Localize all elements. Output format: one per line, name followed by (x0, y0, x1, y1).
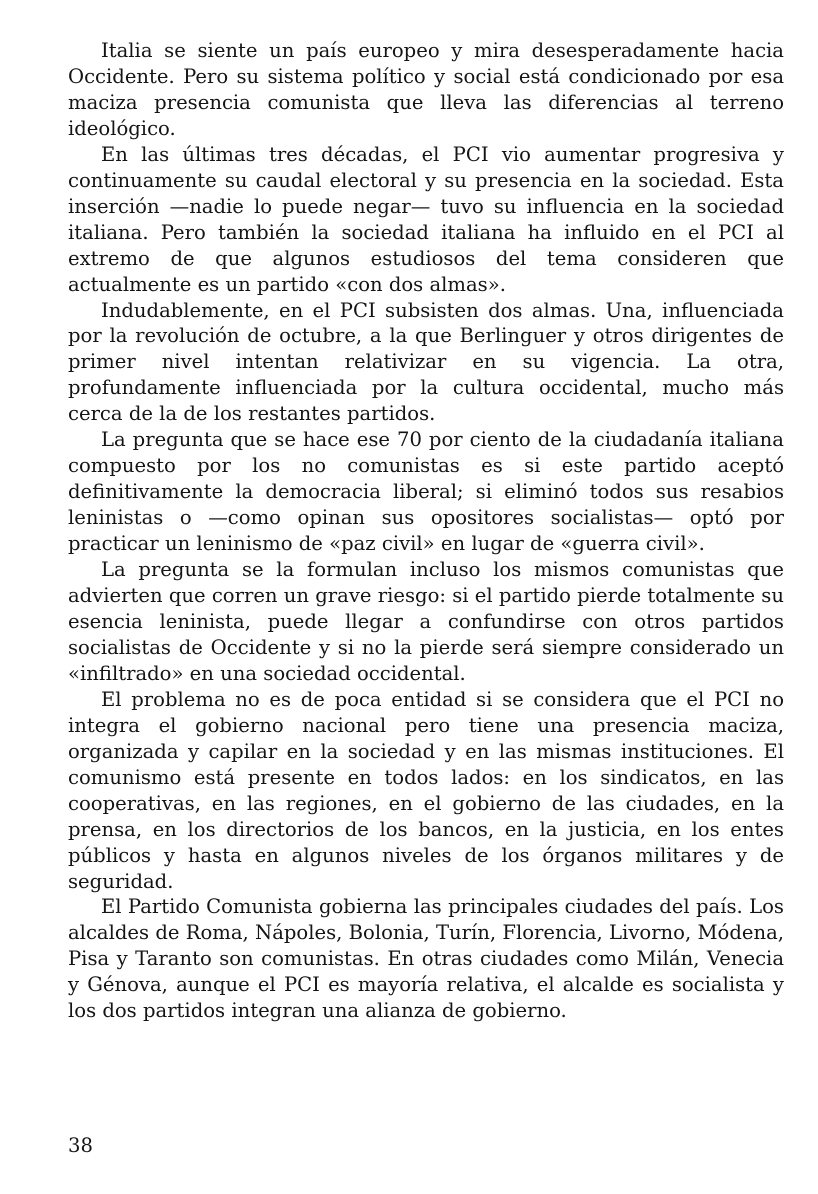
paragraph: Italia se siente un país europeo y mira desesperadamente hacia Occidente. Pero su sistema político y social está condicionado por esa maciza presencia comunista que lleva las diferencias al terreno ideológico. (68, 39, 784, 140)
body-text (68, 38, 784, 1024)
paragraph: Indudablemente, en el PCI subsisten dos almas. Una, influenciada por la revolución de octubre, a la que Berlinguer y otros dirigentes de primer nivel intentan relativizar en su vigencia. La otra, profundamente influenciada por la cultura occidental, mucho más cerca de la de los restantes partidos. (68, 298, 784, 426)
paragraph: En las últimas tres décadas, el PCI vio aumentar progresiva y continuamente su caudal electoral y su presencia en la sociedad. Esta inserción —nadie lo puede negar— tuvo su influencia en la sociedad italiana. Pero también la sociedad italiana ha influido en el PCI al extremo de que algunos estudiosos del tema consideren que actualmente es un partido «con dos almas». (68, 142, 784, 296)
paragraph: La pregunta se la formulan incluso los mismos comunistas que advierten que corren un grave riesgo: si el partido pierde totalmente su esencia leninista, puede llegar a confundirse con otros partidos socialistas de Occidente y si no la pierde será siempre considerado un «infiltrado» en una sociedad occidental. (68, 558, 784, 685)
paragraph: El problema no es de poca entidad si se considera que el PCI no integra el gobierno nacional pero tiene una presencia maciza, organizada y capilar en la sociedad y en las mismas instituciones. El comunismo está presente en todos lados: en los sindicatos, en las cooperativas, en las regiones, en el gobierno de las ciudades, en la prensa, en los directorios de los bancos, en la justicia, en los entes públicos y hasta en algunos niveles de los órganos militares y de seguridad. (68, 687, 784, 893)
page-number: 38 (68, 1134, 93, 1157)
paragraph: La pregunta que se hace ese 70 por ciento de la ciudadanía italiana compuesto por los no comunistas es si este partido aceptó definitivamente la democracia liberal; si eliminó todos sus resabios leninistas o —como opinan sus opositores socialistas— optó por practicar un leninismo de «paz civil» en lugar de «guerra civil». (68, 428, 784, 556)
paragraph: El Partido Comunista gobierna las principales ciudades del país. Los alcaldes de Roma, Nápoles, Bolonia, Turín, Florencia, Livorno, Módena, Pisa y Taranto son comunistas. En otras ciudades como Milán, Venecia y Génova, aunque el PCI es mayoría relativa, el alcalde es socialista y los dos partidos integran una alianza de gobierno. (68, 895, 784, 1023)
